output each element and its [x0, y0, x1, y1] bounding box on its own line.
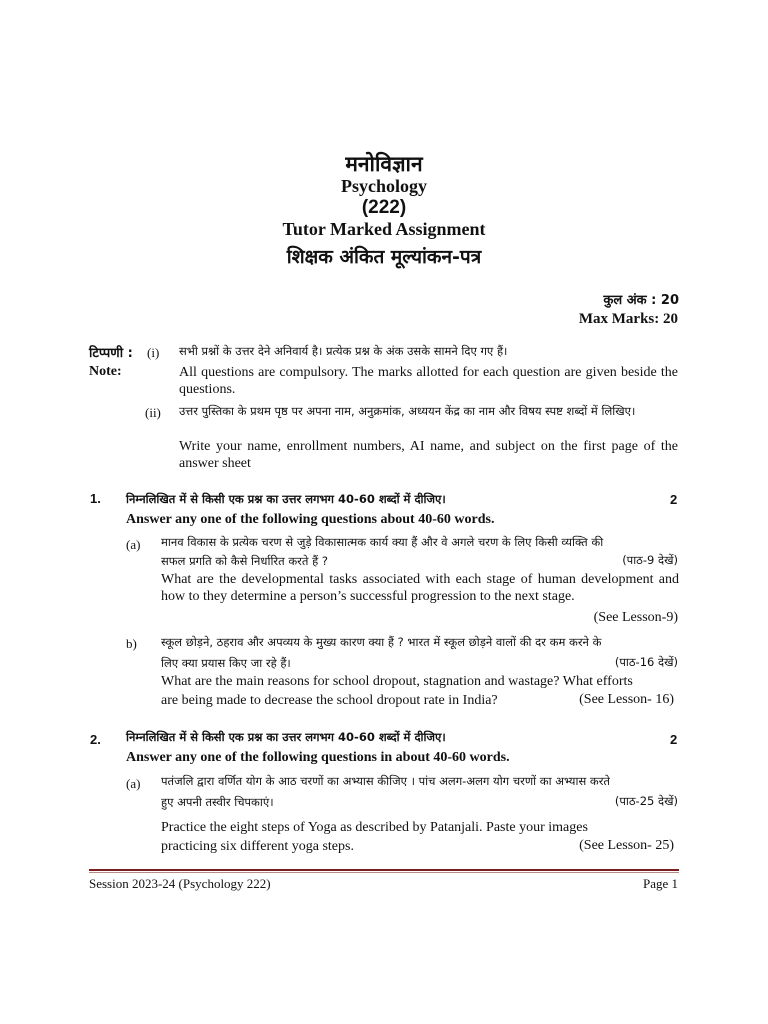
- question-instruction-hindi: निम्नलिखित में से किसी एक प्रश्न का उत्तर लगभग 40-60 शब्दों में दीजिए।: [126, 730, 446, 744]
- part-hindi-line: मानव विकास के प्रत्येक चरण से जुड़े विकासात्मक कार्य क्या हैं और वे अगले चरण के लिए किसी व्यक्ति की: [161, 535, 604, 549]
- part-hindi-line: सफल प्रगति को कैसे निर्धारित करते हैं ?: [161, 554, 328, 568]
- footer-session: Session 2023-24 (Psychology 222): [89, 876, 271, 891]
- question-instruction: Answer any one of the following questions about 40-60 words.: [126, 512, 495, 527]
- part-english-line: What are the main reasons for school dropout, stagnation and wastage? What efforts: [161, 674, 633, 689]
- part-english-line: Practice the eight steps of Yoga as described by Patanjali. Paste your images: [161, 820, 588, 835]
- question-marks: 2: [670, 492, 678, 507]
- part-hindi-line: हुए अपनी तस्वीर चिपकाएं।: [161, 795, 274, 809]
- part-label: b): [126, 636, 137, 651]
- note-item-number: (ii): [145, 405, 161, 420]
- note-item-english: Write your name, enrollment numbers, AI name, and subject on the first page of the answer sheet: [179, 439, 678, 471]
- question-number: 1.: [90, 491, 101, 506]
- footer-divider: [89, 869, 679, 871]
- subject-title: Psychology: [340, 176, 427, 196]
- question-number: 2.: [90, 732, 101, 747]
- question-instruction-hindi: निम्नलिखित में से किसी एक प्रश्न का उत्तर लगभग 40-60 शब्दों में दीजिए।: [126, 492, 446, 506]
- note-item-english: All questions are compulsory. The marks allotted for each question are given beside the questions.: [179, 365, 678, 397]
- note-label-hindi: टिप्पणी :: [89, 346, 133, 361]
- title-hindi: मनोविज्ञान: [345, 152, 423, 176]
- lesson-reference: (See Lesson- 25): [579, 838, 674, 853]
- part-english-line: practicing six different yoga steps.: [161, 839, 354, 854]
- part-hindi-line: स्कूल छोड़ने, ठहराव और अपव्यय के मुख्य कारण क्या हैं ? भारत में स्कूल छोड़ने वालों की दर कम करने के: [161, 635, 602, 649]
- page-number: Page 1: [642, 876, 678, 891]
- part-english: What are the developmental tasks associated with each stage of human development and how to they determine a person’s successful progression to the next stage.: [161, 572, 679, 604]
- part-label: (a): [126, 776, 141, 791]
- lesson-reference-hindi: (पाठ-16 देखें): [614, 655, 678, 669]
- lesson-reference: (See Lesson-9): [593, 610, 678, 625]
- footer-divider-thin: [89, 872, 679, 873]
- total-marks-hindi: कुल अंक : 20: [603, 293, 679, 308]
- assignment-title-hindi: शिक्षक अंकित मूल्यांकन-पत्र: [286, 246, 482, 268]
- note-item-hindi: सभी प्रश्नों के उत्तर देने अनिवार्य है। प्रत्येक प्रश्न के अंक उसके सामने दिए गए हैं।: [179, 344, 508, 358]
- lesson-reference: (See Lesson- 16): [579, 692, 674, 707]
- subject-code: (222): [361, 197, 407, 218]
- assignment-title: Tutor Marked Assignment: [282, 219, 486, 239]
- note-item-number: (i): [147, 345, 160, 360]
- part-hindi-line: लिए क्या प्रयास किए जा रहे हैं।: [161, 656, 291, 670]
- max-marks: Max Marks: 20: [578, 311, 678, 327]
- lesson-reference-hindi: (पाठ-25 देखें): [614, 794, 678, 808]
- lesson-reference-hindi: (पाठ-9 देखें): [622, 553, 678, 567]
- question-instruction: Answer any one of the following questions in about 40-60 words.: [126, 750, 510, 765]
- part-english-line: are being made to decrease the school dropout rate in India?: [161, 693, 498, 708]
- note-label: Note:: [89, 364, 122, 379]
- part-label: (a): [126, 537, 141, 552]
- note-item-hindi: उत्तर पुस्तिका के प्रथम पृष्ठ पर अपना नाम, अनुक्रमांक, अध्ययन केंद्र का नाम और विषय स्पष्ट शब्दों में लिखिए।: [179, 404, 636, 418]
- part-hindi-line: पतंजलि द्वारा वर्णित योग के आठ चरणों का अभ्यास कीजिए । पांच अलग-अलग योग चरणों का अभ्यास करते: [161, 774, 610, 788]
- question-marks: 2: [670, 732, 678, 747]
